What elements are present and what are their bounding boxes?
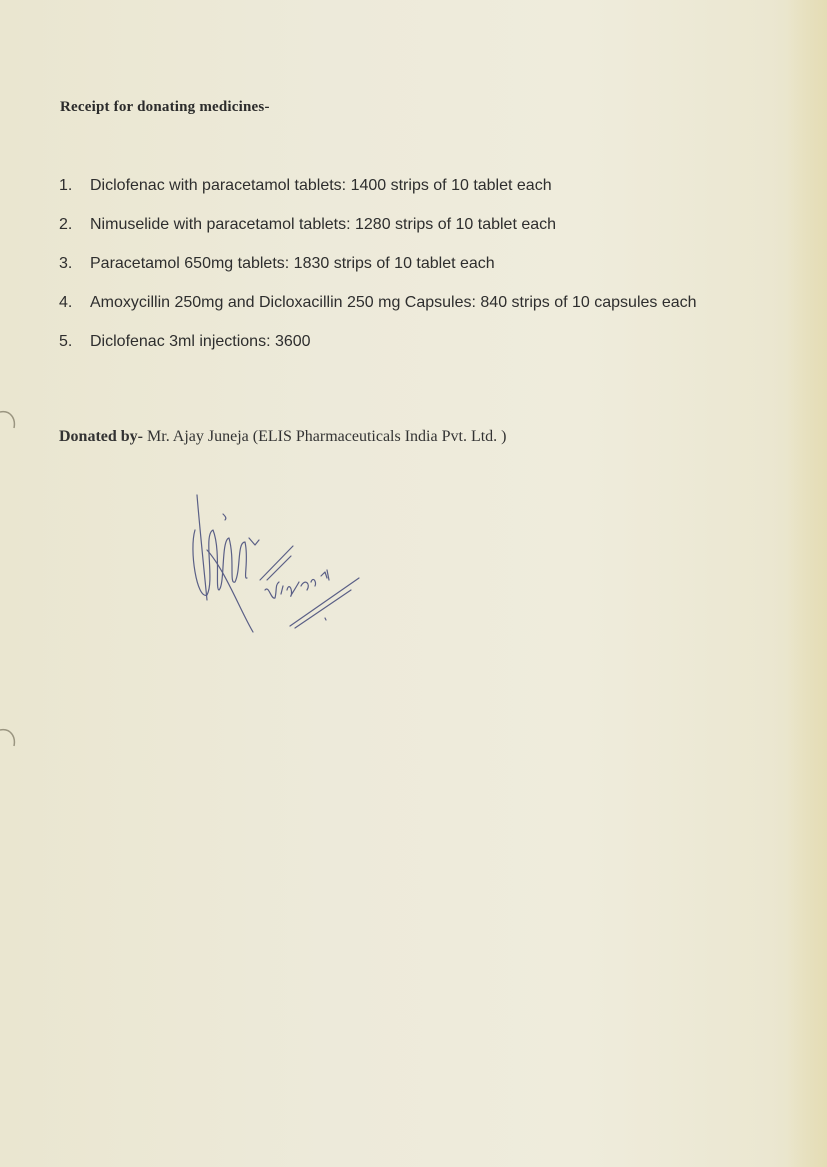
paper-edge-shadow bbox=[787, 0, 827, 1167]
punch-hole-mark bbox=[0, 410, 20, 434]
list-item-text: Amoxycillin 250mg and Dicloxacillin 250 mg Capsules: 840 strips of 10 capsules each bbox=[90, 294, 697, 311]
list-item-text: Paracetamol 650mg tablets: 1830 strips of 10 tablet each bbox=[90, 255, 495, 272]
list-item-number: 1. bbox=[59, 177, 73, 194]
list-item-number: 5. bbox=[59, 333, 73, 350]
list-item bbox=[59, 293, 709, 312]
list-item bbox=[59, 176, 709, 195]
list-item-text: Nimuselide with paracetamol tablets: 1280 strips of 10 tablet each bbox=[90, 216, 557, 233]
list-item-number: 4. bbox=[59, 294, 73, 311]
list-item bbox=[59, 215, 709, 234]
list-item bbox=[59, 254, 709, 273]
handwritten-signature bbox=[185, 490, 375, 640]
list-item bbox=[59, 332, 709, 351]
list-item-number: 2. bbox=[59, 216, 73, 233]
list-item-number: 3. bbox=[59, 255, 73, 272]
donated-by-value: Mr. Ajay Juneja (ELIS Pharmaceuticals India Pvt. Ltd. ) bbox=[143, 428, 507, 445]
list-item-text: Diclofenac with paracetamol tablets: 1400 strips of 10 tablet each bbox=[90, 177, 552, 194]
medicine-list bbox=[59, 176, 709, 371]
document-heading: Receipt for donating medicines- bbox=[60, 99, 270, 115]
donated-by-label: Donated by- bbox=[59, 428, 144, 445]
list-item-text: Diclofenac 3ml injections: 3600 bbox=[90, 333, 311, 350]
punch-hole-mark bbox=[0, 728, 20, 752]
donated-by-line bbox=[59, 428, 507, 446]
